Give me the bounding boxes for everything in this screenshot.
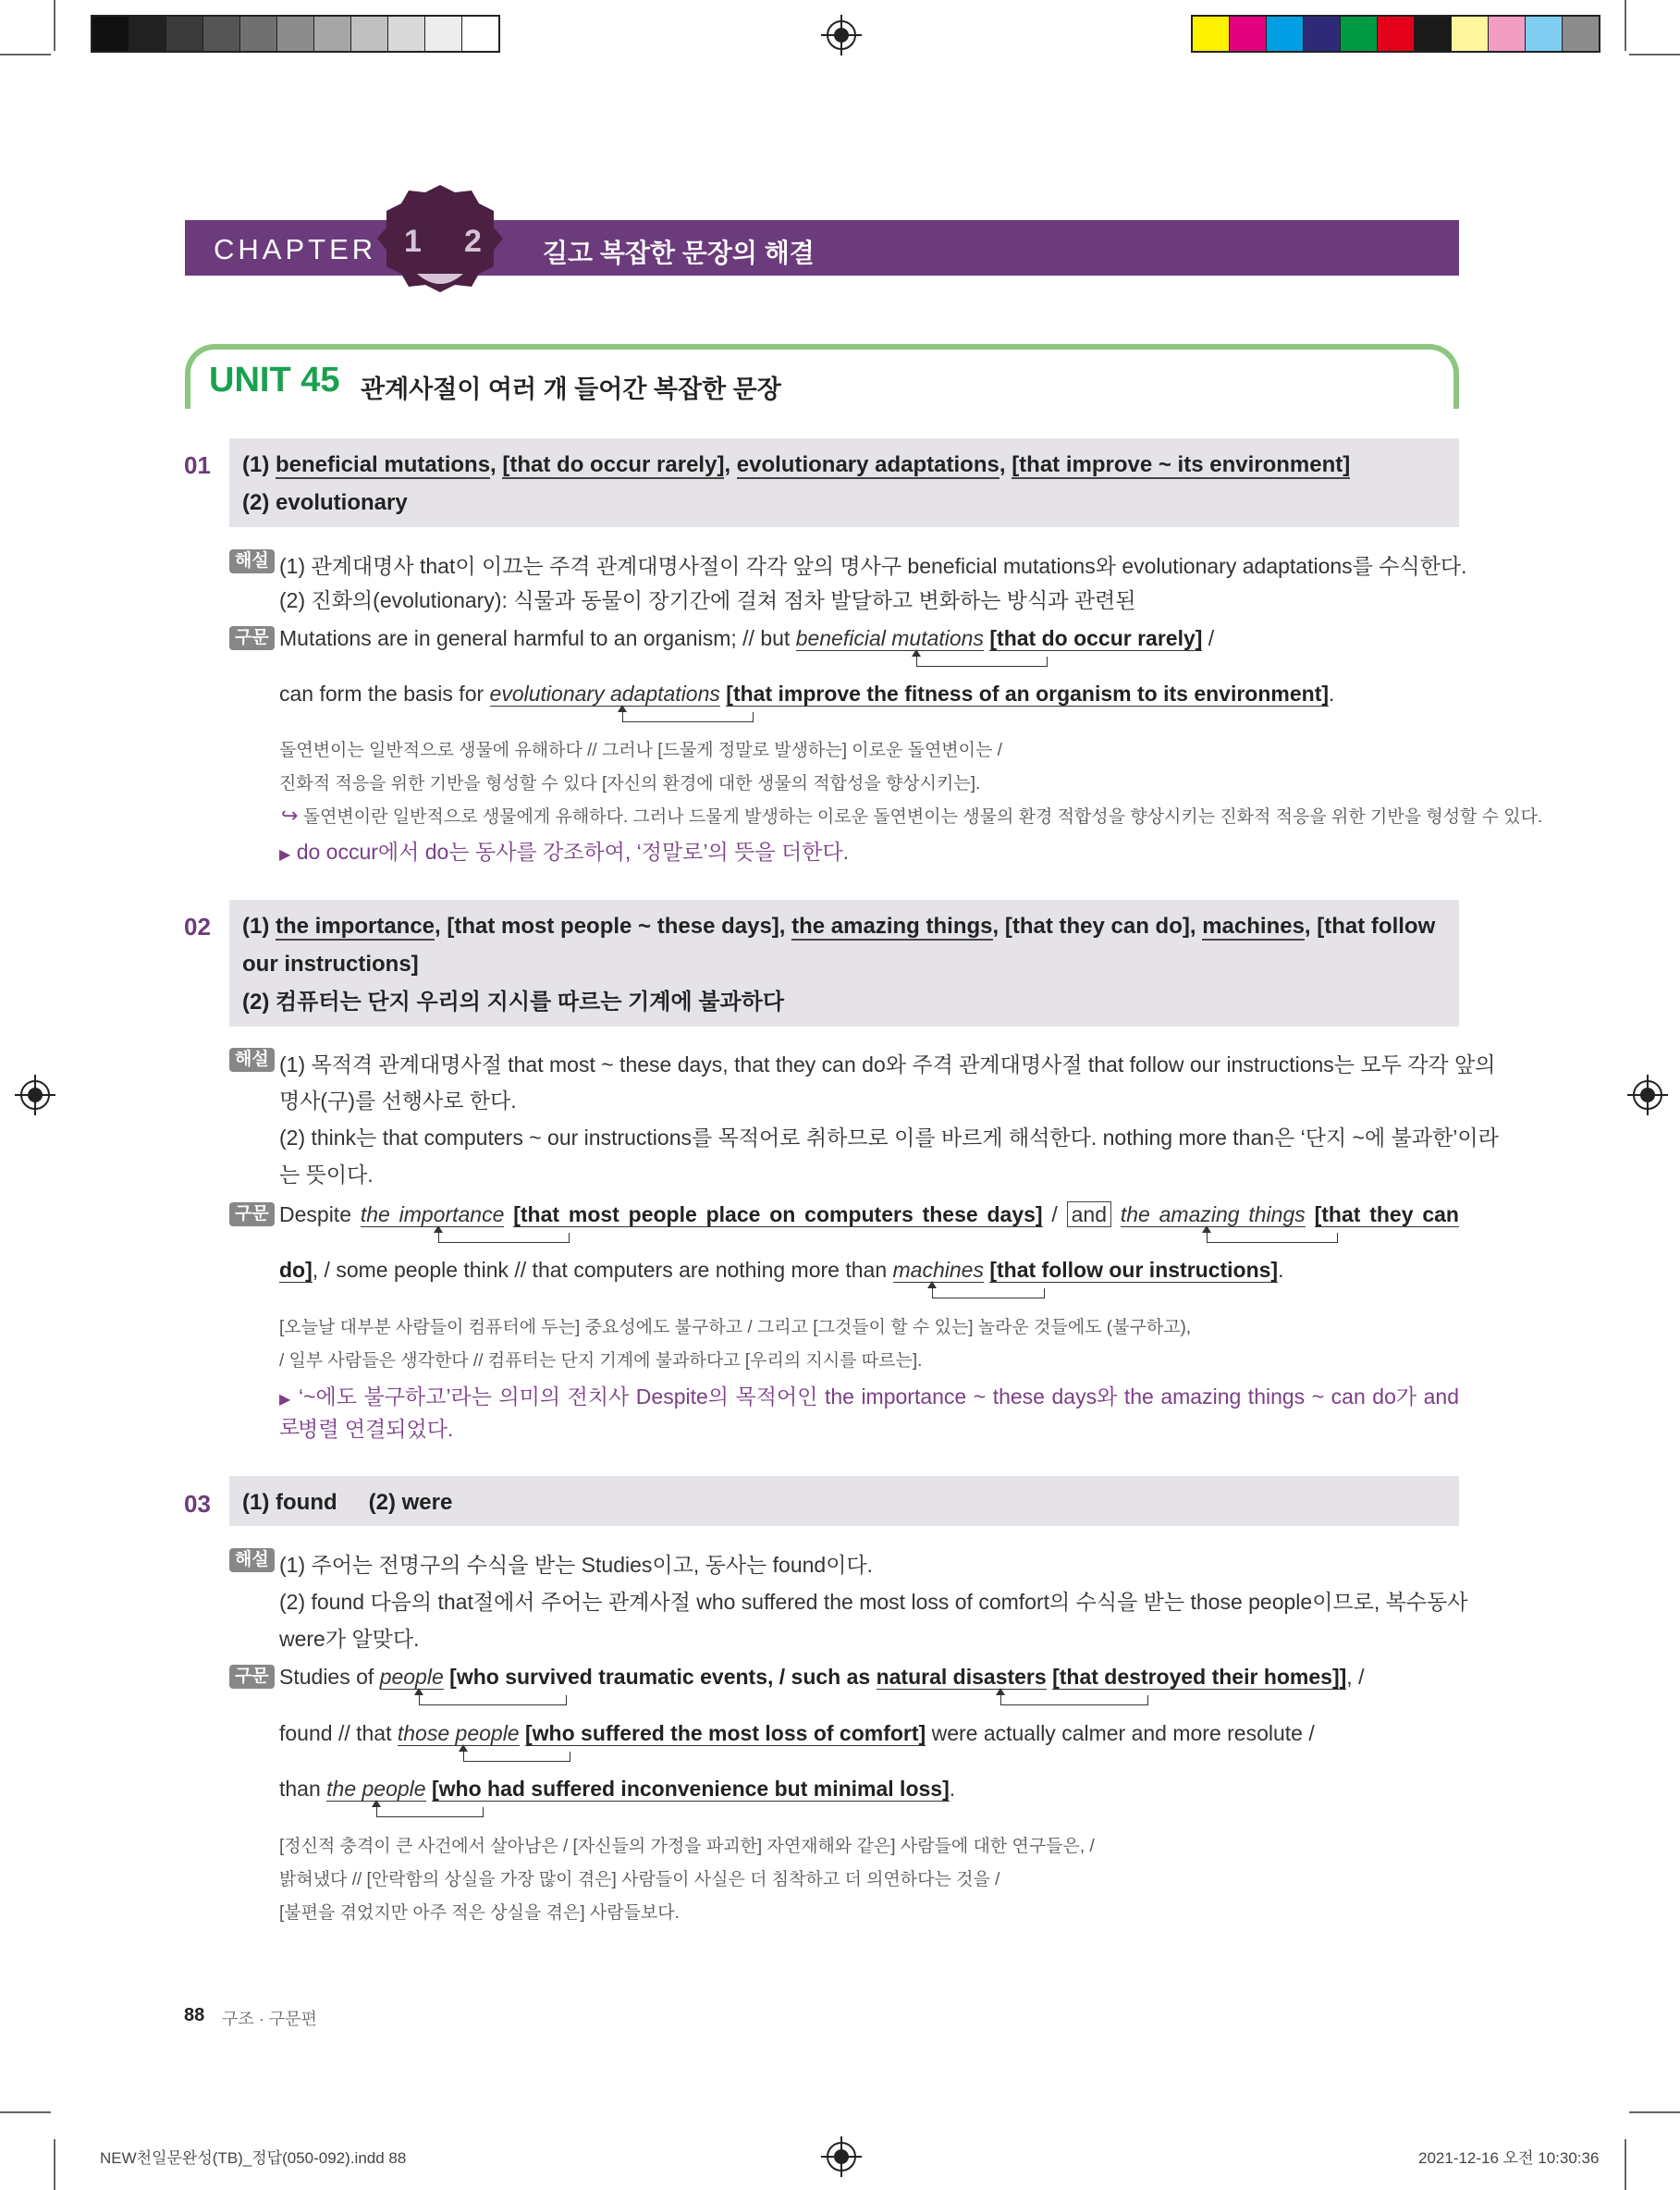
color-swatch xyxy=(203,17,240,51)
explanation-line: (2) think는 that computers ~ our instructions를 목적어로 취하므로 이를 바르게 해석한다. nothing more than은 ‘단지 ~에 불과한’이라 xyxy=(279,1126,1499,1150)
color-swatch xyxy=(1267,17,1304,51)
slug-timestamp: 2021-12-16 오전 10:30:36 xyxy=(1418,2149,1600,2167)
syntax-antecedent: the people xyxy=(326,1777,426,1801)
explanation-line: (2) 진화의(evolutionary): 식물과 동물이 장기간에 걸쳐 점차 발달하고 변화하는 방식과 관련된 xyxy=(279,588,1136,612)
syntax-tag: 구문 xyxy=(229,626,275,650)
free-translation-text: 돌연변이란 일반적으로 생물에게 유해하다. 그러나 드물게 발생하는 이로운 돌연변이는 생물의 환경 적합성을 향상시키는 진화적 적응을 위한 기반을 형성할 수 있다. xyxy=(302,807,1543,827)
process-color-bar xyxy=(1191,15,1600,53)
answer-text: , xyxy=(490,452,503,477)
page-number: 88 xyxy=(184,2005,205,2025)
answer-antecedent: evolutionary adaptations xyxy=(736,452,999,477)
syntax-line xyxy=(279,682,1334,707)
answer-text: , xyxy=(1189,914,1203,939)
answer-text: , xyxy=(435,914,448,939)
syntax-antecedent: evolutionary adaptations xyxy=(489,682,720,706)
free-translation xyxy=(281,803,1542,828)
translation-line: [오늘날 대부분 사람들이 컴퓨터에 두는] 중요성에도 불구하고 / 그리고 [그것들이 할 수 있는] 놀라운 것들에도 (불구하고), xyxy=(279,1318,1192,1337)
chapter-digit-2: 2 xyxy=(464,224,482,259)
answer-antecedent: machines xyxy=(1202,914,1305,939)
explanation-line: 명사(구)를 선행사로 한다. xyxy=(279,1089,517,1113)
color-swatch xyxy=(462,17,498,51)
syntax-tag: 구문 xyxy=(229,1202,275,1226)
syntax-clause: [that destroyed their homes]] xyxy=(1052,1665,1347,1689)
answer-text: , xyxy=(779,914,792,939)
color-swatch xyxy=(388,17,425,51)
note-text: ‘~에도 불구하고’라는 의미의 전치사 Despite의 목적어인 the importance ~ these days와 the amazing things ~ can do가 and로 xyxy=(279,1384,1459,1439)
translation-line: [불편을 겪었지만 아주 적은 상실을 겪은] 사람들보다. xyxy=(279,1903,680,1923)
syntax-clause: [that improve the fitness of an organism to its environment] xyxy=(726,682,1330,706)
syntax-text: found // that xyxy=(279,1721,398,1745)
registration-mark-right xyxy=(1633,1080,1662,1110)
syntax-clause: [that they can xyxy=(1314,1202,1459,1226)
color-swatch xyxy=(1489,17,1526,51)
color-swatch xyxy=(1452,17,1489,51)
answer-box xyxy=(229,1476,1459,1526)
answer-line-3: (2) 컴퓨터는 단지 우리의 지시를 따르는 기계에 불과하다 xyxy=(242,990,785,1015)
color-swatch xyxy=(314,17,351,51)
answer-line-2: (2) evolutionary xyxy=(242,490,408,515)
explanation-line: (1) 주어는 전명구의 수식을 받는 Studies이고, 동사는 found이다. xyxy=(279,1553,874,1577)
answer-text: (1) found xyxy=(242,1490,337,1515)
registration-mark-bottom xyxy=(827,2142,856,2172)
modifier-arrow xyxy=(1000,1695,1148,1705)
syntax-text: , / xyxy=(1346,1665,1365,1689)
modifier-arrow xyxy=(1207,1233,1338,1243)
syntax-text: Mutations are in general harmful to an organism; // but xyxy=(279,626,796,650)
gray-color-bar xyxy=(91,15,500,53)
color-swatch xyxy=(1378,17,1415,51)
answer-antecedent: beneficial mutations xyxy=(276,452,491,477)
answer-antecedent: the importance xyxy=(276,914,435,939)
return-arrow-icon: ↪ xyxy=(281,804,299,827)
note-line xyxy=(279,835,849,866)
explanation-tag: 해설 xyxy=(229,549,275,573)
syntax-clause: [that do occur rarely] xyxy=(989,626,1203,650)
syntax-text: Studies of xyxy=(279,1665,380,1689)
syntax-text: Despite xyxy=(279,1202,361,1226)
syntax-clause: [that follow our instructions] xyxy=(989,1258,1279,1282)
color-swatch xyxy=(240,17,277,51)
syntax-text: , / some people think // that computers are nothing more than xyxy=(312,1258,893,1282)
syntax-line xyxy=(279,1258,1283,1283)
translation-line: [정신적 충격이 큰 사건에서 살아남은 / [자신들의 가정을 파괴한] 자연재해와 같은] 사람들에 대한 연구들은, / xyxy=(279,1837,1095,1856)
syntax-line xyxy=(279,1721,1315,1746)
answer-text: , xyxy=(724,452,737,477)
registration-mark-top xyxy=(827,20,856,50)
syntax-text: . xyxy=(1329,682,1335,706)
crop-mark xyxy=(1625,2139,1626,2190)
explanation-tag: 해설 xyxy=(229,1548,275,1572)
answer-box xyxy=(229,900,1459,1027)
syntax-line xyxy=(279,626,1214,651)
color-swatch xyxy=(92,17,129,51)
crop-mark xyxy=(1629,2111,1680,2113)
translation-line: 진화적 적응을 위한 기반을 형성할 수 있다 [자신의 환경에 대한 생물의 적합성을 향상시키는]. xyxy=(279,774,981,794)
syntax-clause: [that most people place on computers these days] xyxy=(513,1202,1043,1226)
answer-text: (2) were xyxy=(368,1490,453,1515)
modifier-arrow xyxy=(419,1695,567,1705)
answer-antecedent: the amazing things xyxy=(791,914,993,939)
modifier-arrow xyxy=(622,712,754,722)
note-text: do occur에서 do는 동사를 강조하여, ‘정말로’의 뜻을 더한다. xyxy=(296,840,849,864)
translation-line: 돌연변이는 일반적으로 생물에 유해하다 // 그러나 [드물게 정말로 발생하는] 이로운 돌연변이는 / xyxy=(279,741,1002,760)
answer-text: (1) xyxy=(242,452,276,477)
color-swatch xyxy=(1193,17,1230,51)
syntax-text: / xyxy=(1202,626,1215,650)
syntax-antecedent: the importance xyxy=(360,1202,505,1226)
section-label: 구조 · 구문편 xyxy=(222,2010,317,2028)
chapter-digit-1: 1 xyxy=(404,224,422,259)
syntax-tag: 구문 xyxy=(229,1665,275,1689)
explanation-line: (1) 목적격 관계대명사절 that most ~ these days, that they can do와 주격 관계대명사절 that follow our instructions는 모두 각각 앞의 xyxy=(279,1052,1496,1077)
triangle-bullet-icon: ▶ xyxy=(279,847,291,863)
item-number: 03 xyxy=(184,1490,211,1518)
unit-label: UNIT 45 xyxy=(209,361,340,400)
syntax-antecedent: people xyxy=(379,1665,444,1689)
color-swatch xyxy=(1230,17,1267,51)
answer-text: , xyxy=(999,452,1012,477)
color-swatch xyxy=(1415,17,1452,51)
slug-filename: NEW천일문완성(TB)_정답(050-092).indd 88 xyxy=(100,2149,407,2167)
syntax-line xyxy=(279,1202,1459,1227)
chapter-title: 길고 복잡한 문장의 해결 xyxy=(543,239,815,267)
color-swatch xyxy=(425,17,462,51)
color-swatch xyxy=(351,17,388,51)
color-swatch xyxy=(166,17,203,51)
crop-mark xyxy=(0,54,51,55)
answer-text: (1) xyxy=(242,914,276,939)
color-swatch xyxy=(1563,17,1599,51)
syntax-text: than xyxy=(279,1777,327,1801)
explanation-tag: 해설 xyxy=(229,1048,275,1072)
modifier-arrow xyxy=(916,657,1048,667)
triangle-bullet-icon: ▶ xyxy=(279,1392,292,1408)
crop-mark xyxy=(54,0,55,51)
answer-clause: [that most people ~ these days] xyxy=(447,914,779,939)
color-swatch xyxy=(1526,17,1563,51)
modifier-arrow xyxy=(932,1288,1045,1298)
conjunction-box: and xyxy=(1067,1201,1111,1227)
crop-mark xyxy=(1625,0,1626,51)
explanation-line: 는 뜻이다. xyxy=(279,1163,374,1187)
color-swatch xyxy=(1341,17,1378,51)
modifier-arrow xyxy=(438,1233,570,1243)
crop-mark xyxy=(54,2139,55,2190)
syntax-clause: do] xyxy=(279,1258,313,1282)
syntax-line xyxy=(279,1777,955,1802)
item-number: 01 xyxy=(184,451,211,479)
answer-box xyxy=(229,438,1459,527)
syntax-text: were actually calmer and more resolute / xyxy=(926,1721,1315,1745)
syntax-clause: [who suffered the most loss of comfort] xyxy=(525,1721,926,1745)
explanation-line: (2) found 다음의 that절에서 주어는 관계사절 who suffered the most loss of comfort의 수식을 받는 those people이므로, 복수동사 xyxy=(279,1590,1468,1614)
color-swatch xyxy=(129,17,166,51)
syntax-clause: [who had suffered inconvenience but minimal loss] xyxy=(431,1777,950,1801)
syntax-antecedent: machines xyxy=(892,1258,984,1282)
answer-clause: [that do occur rarely] xyxy=(502,452,725,477)
translation-line: 밝혀냈다 // [안락함의 상실을 가장 많이 겪은] 사람들이 사실은 더 침착하고 더 의연하다는 것을 / xyxy=(279,1870,1000,1889)
syntax-antecedent: those people xyxy=(397,1721,520,1745)
answer-clause: [that they can do] xyxy=(1004,914,1190,939)
translation-line: / 일부 사람들은 생각한다 // 컴퓨터는 단지 기계에 불과하다고 [우리의 지시를 따르는]. xyxy=(279,1351,923,1371)
answer-text: , xyxy=(1304,914,1318,939)
crop-mark xyxy=(0,2111,51,2113)
chapter-number-badge xyxy=(375,183,505,294)
syntax-text: can form the basis for xyxy=(279,682,490,706)
explanation-line: (1) 관계대명사 that이 이끄는 주격 관계대명사절이 각각 앞의 명사구 beneficial mutations와 evolutionary adaptations를 수식한다. xyxy=(279,554,1467,578)
color-swatch xyxy=(1304,17,1341,51)
syntax-clause: [who survived traumatic events, / such as xyxy=(449,1665,877,1689)
syntax-text: . xyxy=(1278,1258,1284,1282)
chapter-word: CHAPTER xyxy=(214,233,377,265)
note-line xyxy=(279,1380,1459,1441)
syntax-antecedent: the amazing things xyxy=(1120,1202,1306,1226)
syntax-line xyxy=(279,1665,1364,1690)
syntax-text: / xyxy=(1042,1202,1067,1226)
modifier-arrow xyxy=(463,1752,570,1762)
explanation-line: were가 알맞다. xyxy=(279,1627,420,1651)
answer-clause: [that improve ~ its environment] xyxy=(1012,452,1351,477)
modifier-arrow xyxy=(376,1807,484,1817)
color-swatch xyxy=(277,17,314,51)
crop-mark xyxy=(1629,54,1680,55)
note-line: 병렬 연결되었다. xyxy=(298,1417,454,1441)
registration-mark-left xyxy=(20,1080,50,1110)
answer-clause: [that follow xyxy=(1317,914,1436,939)
syntax-text: . xyxy=(949,1777,956,1801)
syntax-antecedent: beneficial mutations xyxy=(795,626,984,650)
item-number: 02 xyxy=(184,913,211,941)
unit-title: 관계사절이 여러 개 들어간 복잡한 문장 xyxy=(361,375,781,403)
answer-line-2: our instructions] xyxy=(242,952,419,977)
answer-text: , xyxy=(992,914,1005,939)
syntax-antecedent: natural disasters xyxy=(876,1665,1047,1689)
